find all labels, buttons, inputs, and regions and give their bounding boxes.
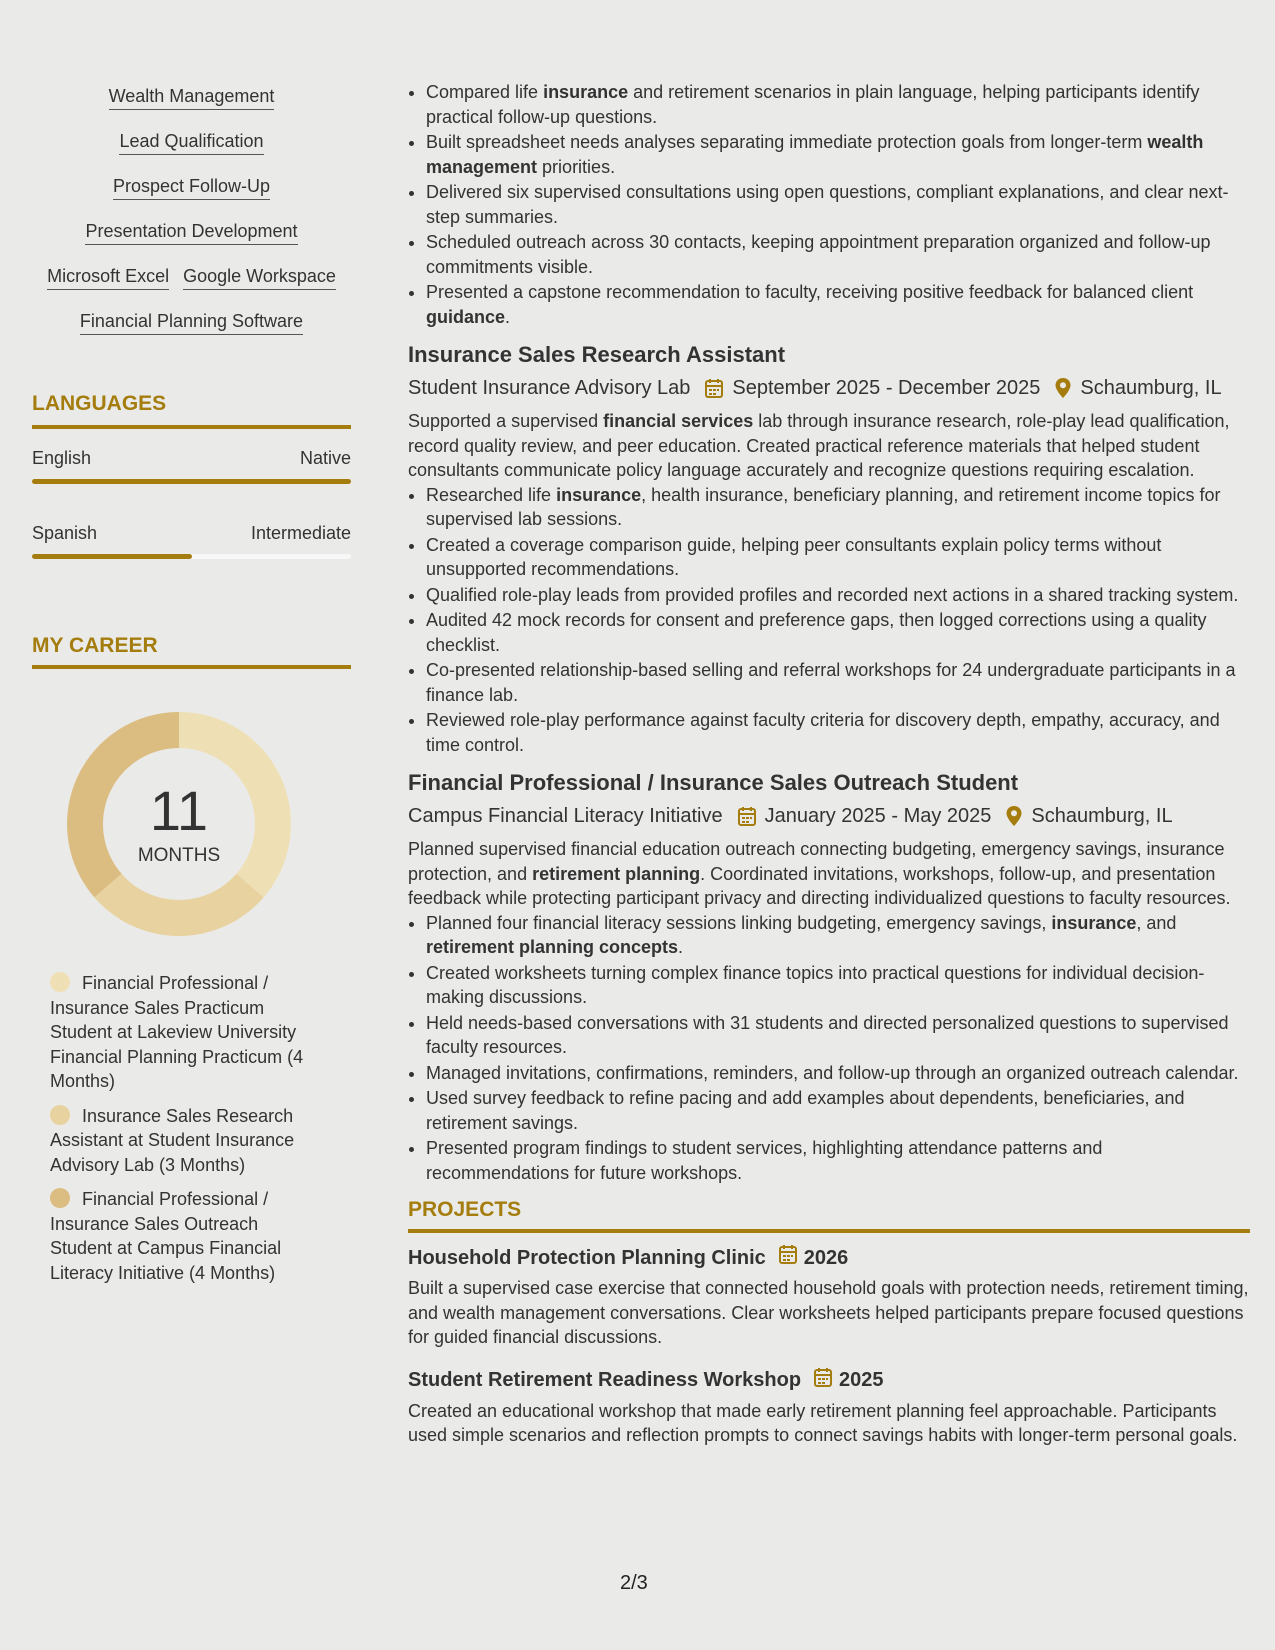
languages-rule xyxy=(32,425,351,429)
projects-rule xyxy=(408,1229,1250,1233)
career-title: MY CAREER xyxy=(32,634,158,657)
page-number: 2/3 xyxy=(620,1572,648,1594)
job-entry xyxy=(408,769,1250,1185)
location-pin-icon xyxy=(1054,377,1072,399)
job-organization: Campus Financial Literacy Initiative xyxy=(408,805,723,827)
projects-section xyxy=(408,1197,1250,1448)
languages-section xyxy=(32,391,351,559)
skill-tag: Presentation Development xyxy=(85,220,297,245)
bullet-item: • Created a coverage comparison guide, helping peer consultants explain policy terms without unsupported recommendations. xyxy=(426,533,1250,582)
language-name: English xyxy=(32,448,92,468)
bullet-item: • Managed invitations, confirmations, reminders, and follow-up through an organized outreach calendar. xyxy=(426,1061,1250,1086)
bullet-item: • Reviewed role-play performance against faculty criteria for discovery depth, empathy, accuracy, and time control. xyxy=(426,708,1250,757)
legend-dot-icon xyxy=(50,972,70,992)
skill-tag: Financial Planning Software xyxy=(80,310,303,335)
job-entry xyxy=(408,341,1250,757)
project-name: Household Protection Planning Clinic xyxy=(408,1246,766,1269)
career-section xyxy=(32,633,351,1283)
career-legend xyxy=(50,971,320,1295)
legend-dot-icon xyxy=(50,1188,70,1208)
language-proficiency-bar xyxy=(32,554,351,559)
job-dates: September 2025 - December 2025 xyxy=(732,377,1041,399)
project-description: Created an educational workshop that made early retirement planning feel approachable. Participants used simple scenarios and reflection prompts to connect savings habits with longer-term personal goals. xyxy=(408,1400,1238,1445)
project-description: Built a supervised case exercise that connected household goals with protection needs, retirement timing, and wealth management conversations. Clear worksheets helped participants prepare focused questions for guided financial discussions. xyxy=(408,1278,1249,1347)
calendar-icon xyxy=(737,805,757,827)
language-proficiency-bar xyxy=(32,479,351,484)
skill-tag: Microsoft Excel xyxy=(47,265,169,290)
skill-row xyxy=(32,265,351,310)
bullet-item: • Scheduled outreach across 30 contacts, keeping appointment preparation organized and follow-up commitments visible. xyxy=(426,230,1250,279)
job-list xyxy=(408,341,1250,1185)
career-legend-text: Financial Professional / Insurance Sales Practicum Student at Lakeview University Financial Planning Practicum (4 Months) xyxy=(50,973,304,1091)
job-location: Schaumburg, IL xyxy=(1080,377,1222,399)
language-list xyxy=(32,447,351,559)
skill-row xyxy=(32,85,351,130)
calendar-icon xyxy=(704,377,724,399)
calendar-icon xyxy=(813,1366,833,1395)
legend-dot-icon xyxy=(50,1105,70,1125)
career-donut-chart xyxy=(64,709,294,939)
job-title: Insurance Sales Research Assistant xyxy=(408,342,786,367)
skill-tag: Google Workspace xyxy=(183,265,336,290)
job-description: Supported a supervised financial services lab through insurance research, role-play lead qualification, record quality review, and peer education. Created practical reference materials that helped student consultants communicate policy language accurately and recognize questions requiring escalation. xyxy=(408,411,1230,480)
career-total-unit: MONTHS xyxy=(137,845,221,866)
location-pin-icon xyxy=(1005,805,1023,827)
bullet-item: • Delivered six supervised consultations using open questions, compliant explanations, and clear next-step summaries. xyxy=(426,180,1250,229)
project-header xyxy=(408,1366,1250,1395)
bullet-item: • Created worksheets turning complex finance topics into practical questions for individual decision-making discussions. xyxy=(426,961,1250,1010)
career-legend-text: Financial Professional / Insurance Sales Outreach Student at Campus Financial Literacy Initiative (4 Months) xyxy=(50,1189,282,1283)
skill-tag: Wealth Management xyxy=(109,85,275,110)
job-bullets xyxy=(408,483,1250,758)
bullet-item: • Presented program findings to student services, highlighting attendance patterns and recommendations for future workshops. xyxy=(426,1136,1250,1185)
calendar-icon xyxy=(778,1243,798,1272)
skill-row xyxy=(32,130,351,175)
bullet-item: • Presented a capstone recommendation to faculty, receiving positive feedback for balanced client guidance. xyxy=(426,280,1250,329)
bullet-item: • Held needs-based conversations with 31 students and directed personalized questions to supervised faculty resources. xyxy=(426,1011,1250,1060)
skill-tag: Lead Qualification xyxy=(119,130,263,155)
bullet-item: • Co-presented relationship-based selling and referral workshops for 24 undergraduate participants in a finance lab. xyxy=(426,658,1250,707)
bullet-item: • Planned four financial literacy sessions linking budgeting, emergency savings, insurance, and retirement planning concepts. xyxy=(426,911,1250,960)
career-rule xyxy=(32,665,351,669)
bullet-item: • Compared life insurance and retirement scenarios in plain language, helping participants identify practical follow-up questions. xyxy=(426,80,1250,129)
bullet-item: • Used survey feedback to refine pacing and add examples about dependents, beneficiaries, and retirement savings. xyxy=(426,1086,1250,1135)
job-bullets xyxy=(408,911,1250,1186)
bullet-item: • Audited 42 mock records for consent and preference gaps, then logged corrections using a quality checklist. xyxy=(426,608,1250,657)
projects-title: PROJECTS xyxy=(408,1198,522,1221)
language-item xyxy=(32,522,351,559)
job-description: Planned supervised financial education outreach connecting budgeting, emergency savings, insurance protection, and retirement planning. Coordinated invitations, workshops, follow-up, and presentation feedback while protecting participant privacy and directing individualized questions to faculty resources. xyxy=(408,839,1231,908)
language-row xyxy=(32,522,351,544)
job-location: Schaumburg, IL xyxy=(1031,805,1173,827)
bullet-item: • Built spreadsheet needs analyses separating immediate protection goals from longer-term wealth management priorities. xyxy=(426,130,1250,179)
skill-tag: Prospect Follow-Up xyxy=(113,175,270,200)
job-dates: January 2025 - May 2025 xyxy=(764,805,992,827)
skill-row xyxy=(32,220,351,265)
project-year: 2026 xyxy=(803,1246,849,1269)
job-organization: Student Insurance Advisory Lab xyxy=(408,377,691,399)
career-legend-item xyxy=(50,971,320,1094)
career-legend-item xyxy=(50,1104,320,1178)
skills-list xyxy=(32,85,351,355)
previous-job-bullets xyxy=(408,80,1250,329)
bullet-item: • Researched life insurance, health insurance, beneficiary planning, and retirement income topics for supervised lab sessions. xyxy=(426,483,1250,532)
career-total-number: 11 xyxy=(149,779,209,842)
language-name: Spanish xyxy=(32,523,98,543)
bullet-item: • Qualified role-play leads from provided profiles and recorded next actions in a shared tracking system. xyxy=(426,583,1250,608)
project-entry xyxy=(408,1366,1250,1448)
project-year: 2025 xyxy=(839,1369,884,1391)
job-meta xyxy=(408,375,1250,401)
project-entry xyxy=(408,1243,1250,1350)
project-list xyxy=(408,1243,1250,1448)
language-level: Native xyxy=(299,448,351,468)
language-level: Intermediate xyxy=(250,523,351,543)
project-header xyxy=(408,1243,1250,1272)
project-name: Student Retirement Readiness Workshop xyxy=(408,1369,802,1391)
skill-row xyxy=(32,175,351,220)
career-legend-item xyxy=(50,1187,320,1285)
job-meta xyxy=(408,803,1250,829)
skill-row xyxy=(32,310,351,355)
language-item xyxy=(32,447,351,484)
language-proficiency-fill xyxy=(32,479,351,484)
language-row xyxy=(32,447,351,469)
language-proficiency-fill xyxy=(32,554,192,559)
job-title: Financial Professional / Insurance Sales Outreach Student xyxy=(408,770,1019,795)
languages-title: LANGUAGES xyxy=(32,392,167,415)
career-legend-text: Insurance Sales Research Assistant at Student Insurance Advisory Lab (3 Months) xyxy=(50,1105,295,1175)
donut-segment xyxy=(94,874,263,936)
main-content xyxy=(408,0,1250,1448)
